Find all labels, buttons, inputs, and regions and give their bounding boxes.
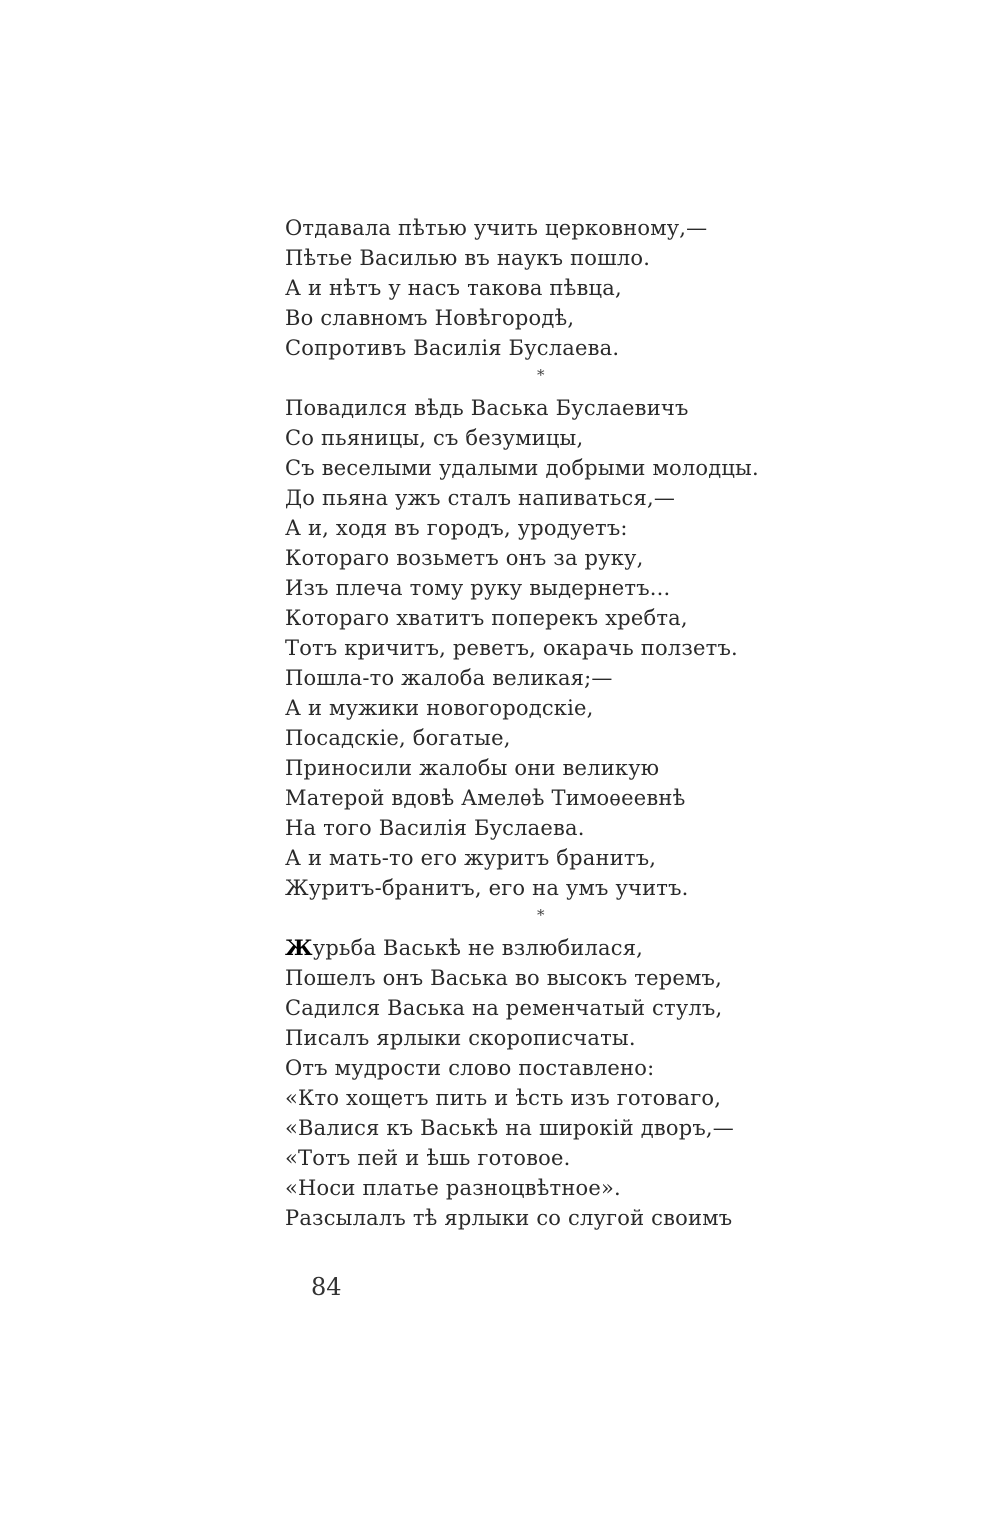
verse-line-first [285, 933, 745, 963]
stanza-1 [285, 213, 745, 363]
verse-line: Изъ плеча тому руку выдернетъ... [285, 576, 671, 600]
verse-line: До пьяна ужъ сталъ напиваться,— [285, 486, 676, 510]
verse-line: «Валися къ Васькѣ на широкій дворъ,— [285, 1116, 734, 1140]
section-divider-asterisk: * [537, 366, 545, 384]
verse-line: Приносили жалобы они великую [285, 756, 660, 780]
verse-line: Отъ мудрости слово поставлено: [285, 1056, 655, 1080]
verse-line: Матерой вдовѣ Амелѳѣ Тимоѳеевнѣ [285, 786, 686, 810]
verse-line-text: урьба Васькѣ не взлюбилася, [312, 936, 644, 960]
verse-line: Пѣтье Василью въ наукъ пошло. [285, 246, 651, 270]
verse-line: А и мать-то его журитъ бранитъ, [285, 846, 657, 870]
verse-line: Пошелъ онъ Васька во высокъ теремъ, [285, 966, 722, 990]
stanza-3 [285, 933, 745, 1233]
verse-line: Разсылалъ тѣ ярлыки со слугой своимъ [285, 1206, 733, 1230]
stanza-2 [285, 393, 759, 903]
verse-line: Повадился вѣдь Васька Буслаевичъ [285, 396, 689, 420]
section-divider-asterisk: * [537, 906, 545, 924]
verse-line: «Носи платье разноцвѣтное». [285, 1176, 621, 1200]
verse-line: Со пьяницы, съ безумицы, [285, 426, 584, 450]
drop-initial: Ж [285, 935, 313, 960]
verse-line: Садился Васька на ременчатый стулъ, [285, 996, 723, 1020]
verse-line: Посадскіе, богатые, [285, 726, 511, 750]
verse-line: Отдавала пѣтью учить церковному,— [285, 216, 708, 240]
verse-line: Тотъ кричитъ, реветъ, окарачь ползетъ. [285, 636, 738, 660]
verse-line: Пошла-то жалоба великая;— [285, 666, 613, 690]
page-number: 84 [311, 1273, 342, 1301]
verse-line: А и, ходя въ городъ, уродуетъ: [285, 516, 628, 540]
verse-line: Сопротивъ Василія Буслаева. [285, 336, 620, 360]
verse-line: Во славномъ Новѣгородѣ, [285, 306, 575, 330]
verse-line: Писалъ ярлыки скорописчаты. [285, 1026, 636, 1050]
verse-line: «Тотъ пей и ѣшь готовое. [285, 1146, 571, 1170]
verse-line: На того Василія Буслаева. [285, 816, 585, 840]
verse-line: «Кто хощетъ пить и ѣсть изъ готоваго, [285, 1086, 722, 1110]
verse-line: Котораго хватитъ поперекъ хребта, [285, 606, 688, 630]
verse-line: А и нѣтъ у насъ такова пѣвца, [285, 276, 622, 300]
verse-line: Журитъ-бранитъ, его на умъ учитъ. [285, 876, 689, 900]
verse-line: Съ веселыми удалыми добрыми молодцы. [285, 456, 759, 480]
verse-line: А и мужики новогородскіе, [285, 696, 594, 720]
verse-line: Котораго возьметъ онъ за руку, [285, 546, 644, 570]
